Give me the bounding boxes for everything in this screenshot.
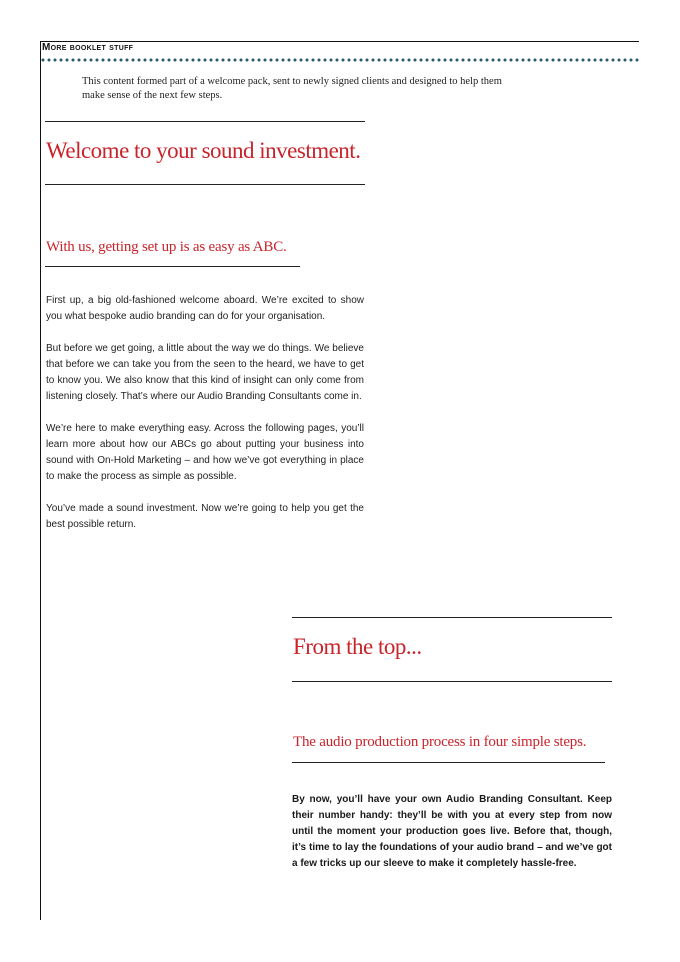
left-margin-rule [40,42,41,920]
welcome-subheading-rule [45,266,300,267]
top-rule-lower [292,681,612,682]
welcome-paragraph: But before we get going, a little about the way we do things. We believe that before we can take you from the seen to the heard, we have to get to know you. We also know that this kind of insight can only come from listening closely. That’s where our Audio Branding Consultants come in. [46,343,364,402]
welcome-rule-top [45,121,365,122]
top-subheading-rule [292,762,605,763]
page-header-title: More booklet stuff [42,42,134,53]
welcome-body [46,293,364,549]
top-body: By now, you’ll have your own Audio Branding Consultant. Keep their number handy: they’ll be with you at every step from now until the moment your production goes live. Before that, though, it’s time to lay the foundations of your audio brand – and we’ve got a few tricks up our sleeve to make it completely hassle-free. [292,794,612,869]
top-heading: From the top... [293,634,422,659]
welcome-paragraph: First up, a big old-fashioned welcome aboard. We’re excited to show you what bespoke audio branding can do for your organisation. [46,295,364,322]
top-rule-upper [292,617,612,618]
welcome-heading: Welcome to your sound investment. [46,138,361,163]
welcome-subheading: With us, getting set up is as easy as ABC. [46,239,287,255]
welcome-paragraph: You’ve made a sound investment. Now we’re going to help you get the best possible return. [46,503,364,530]
dotted-divider [40,57,640,65]
top-subheading: The audio production process in four simple steps. [293,734,587,750]
welcome-rule-bottom [45,184,365,185]
welcome-paragraph: We’re here to make everything easy. Across the following pages, you’ll learn more about how our ABCs go about putting your business into sound with On-Hold Marketing – and how we’ve got everything in place to make the process as simple as possible. [46,423,364,482]
intro-text: This content formed part of a welcome pack, sent to newly signed clients and designed to help them make sense of the next few steps. [82,76,502,101]
